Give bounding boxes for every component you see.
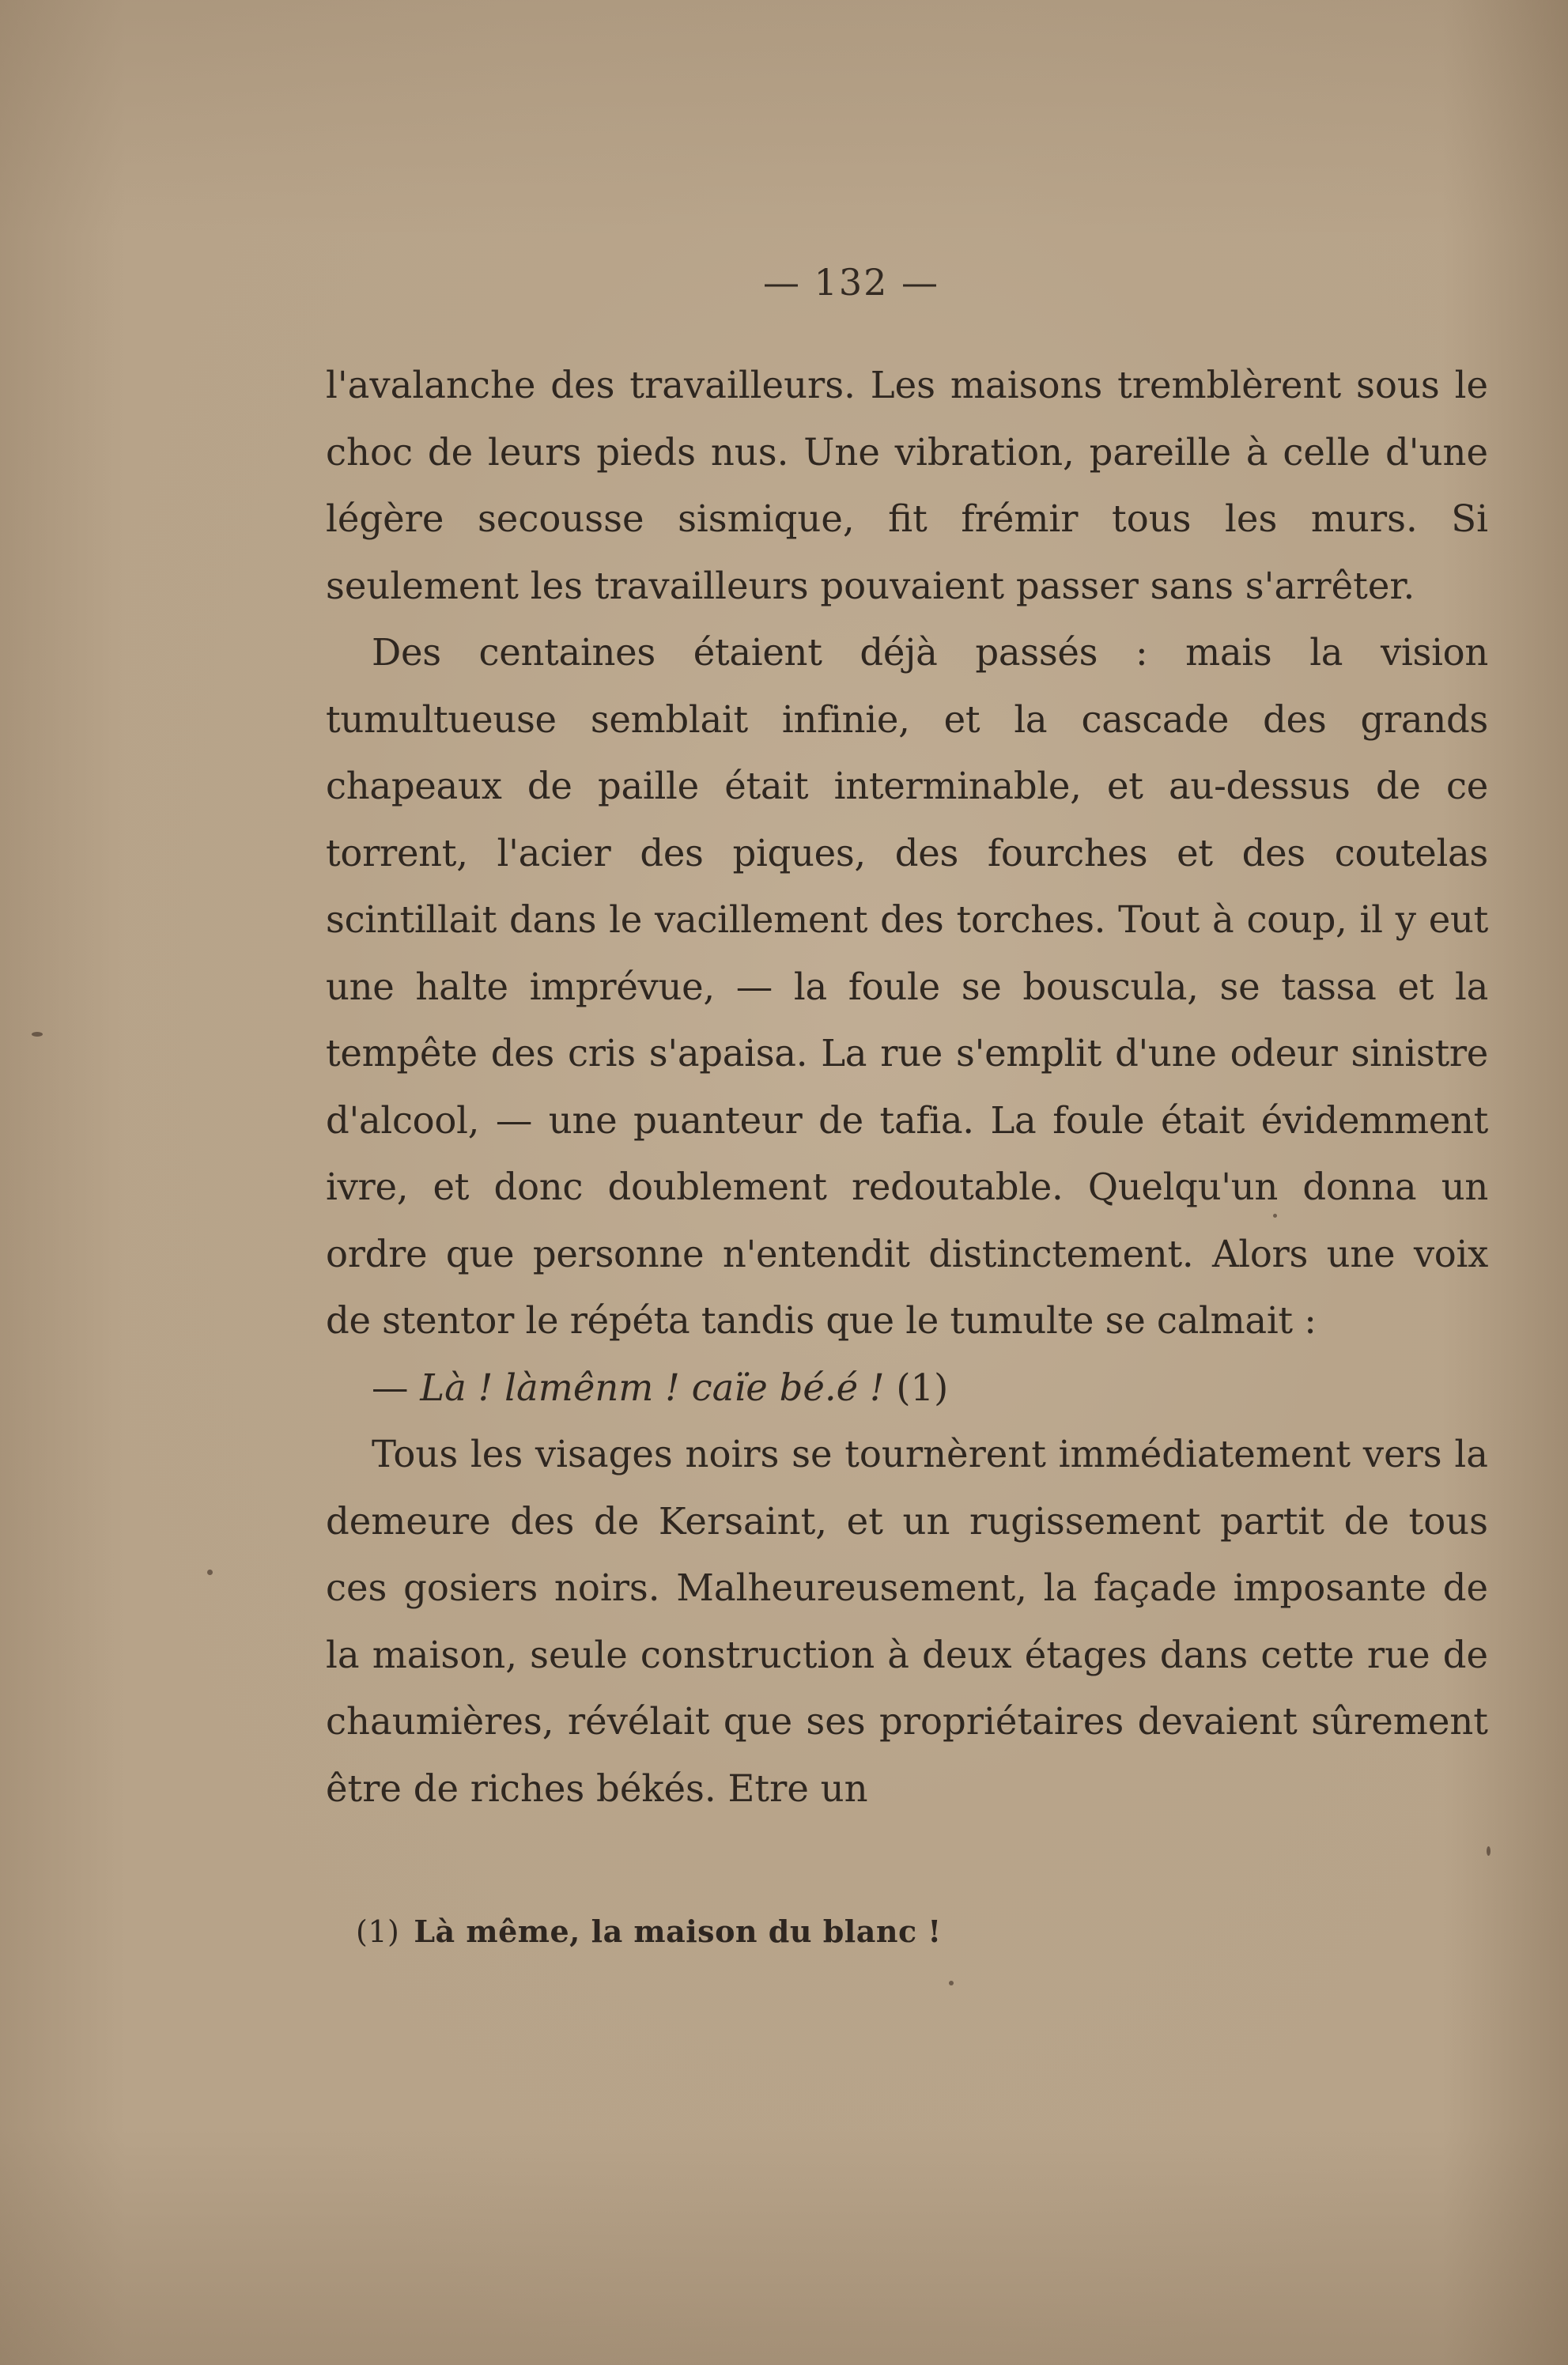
paper-speck	[1487, 1846, 1491, 1856]
dialogue-italic-text: Là ! làmênm ! caïe bé.é !	[420, 1366, 885, 1409]
footnote	[356, 1912, 1384, 1951]
footnote-mark: (1)	[356, 1914, 400, 1949]
paper-speck	[207, 1570, 213, 1575]
footnote-reference: (1)	[896, 1366, 949, 1409]
dialogue-line	[326, 1354, 1488, 1422]
paper-speck	[949, 1981, 954, 1985]
body-text	[326, 352, 1488, 1822]
paper-speck	[1273, 1214, 1277, 1218]
paragraph-4: Tous les visages noirs se tournèrent immédiatement vers la demeure des de Kersaint, et un rugissement partit de tous ces gosiers noirs. Malheureusement, la façade imposante de la maison, seule construction à deux étages dans cette rue de chaumières, révélait que ses propriétaires devaient sûrement être de riches békés. Etre un	[326, 1433, 1488, 1810]
page-number: — 132 —	[762, 261, 940, 304]
footnote-text: Là même, la maison du blanc !	[414, 1914, 942, 1949]
dialogue-dash: —	[372, 1366, 409, 1409]
paper-speck	[32, 1032, 43, 1037]
paragraph-1: l'avalanche des travailleurs. Les maisons tremblèrent sous le choc de leurs pieds nus. Une vibration, pareille à celle d'une légère secousse sismique, fit frémir tous les murs. Si seulement les travailleurs pouvaient passer sans s'arrêter.	[326, 364, 1488, 607]
paragraph-2: Des centaines étaient déjà passés : mais la vision tumultueuse semblait infinie, et la cascade des grands chapeaux de paille était interminable, et au-dessus de ce torrent, l'acier des piques, des fourches et des coutelas scintillait dans le vacillement des torches. Tout à coup, il y eut une halte imprévue, — la foule se bouscula, se tassa et la tempête des cris s'apaisa. La rue s'emplit d'une odeur sinistre d'alcool, — une puanteur de tafia. La foule était évidemment ivre, et donc doublement redoutable. Quelqu'un donna un ordre que personne n'entendit distinctement. Alors une voix de stentor le répéta tandis que le tumulte se calmait :	[326, 631, 1488, 1342]
